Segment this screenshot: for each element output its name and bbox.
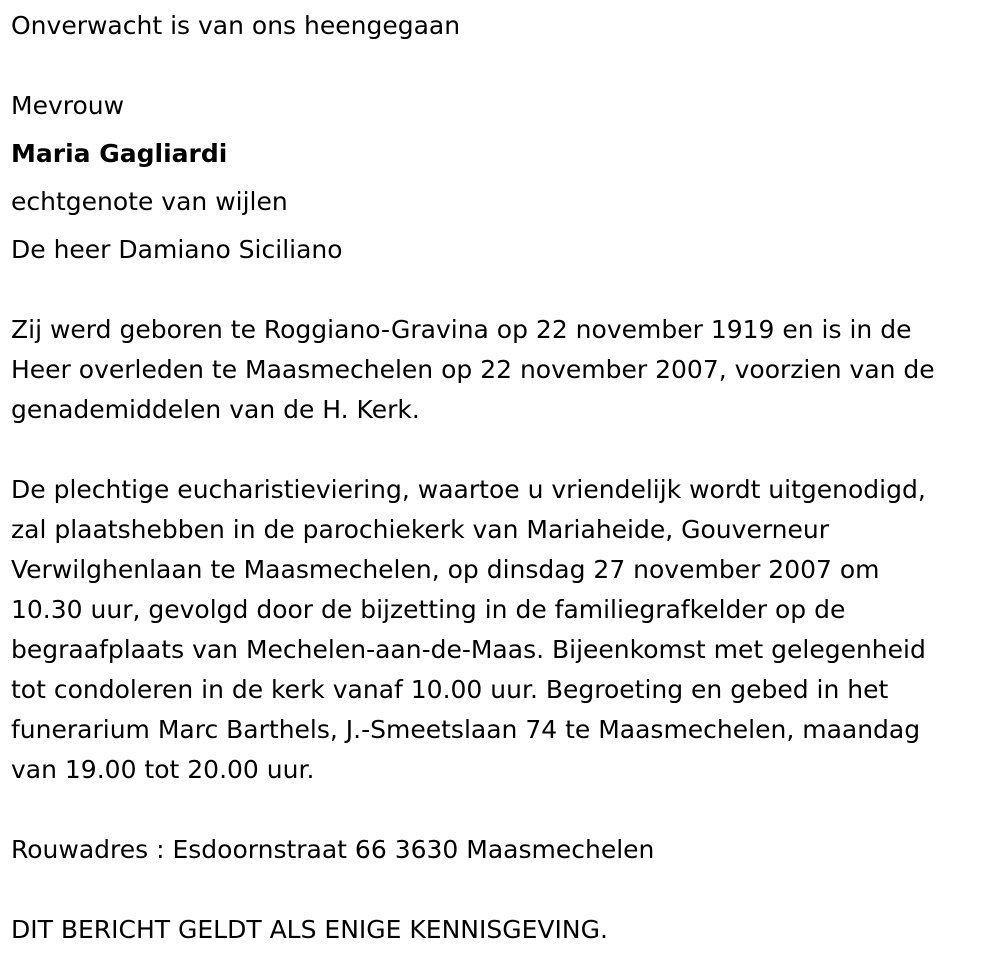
deceased-name: Maria Gagliardi [11,139,228,168]
intro-text: Onverwacht is van ons heengegaan [11,11,461,40]
closing-statement: DIT BERICHT GELDT ALS ENIGE KENNISGEVING. [11,915,608,944]
mourning-address: Rouwadres : Esdoornstraat 66 3630 Maasmechelen [11,835,655,864]
birth-death-paragraph: Zij werd geboren te Roggiano-Gravina op 22 november 1919 en is in de Heer overleden te Maasmechelen op 22 november 2007, voorzien van de genademiddelen van de H. Kerk. [11,315,935,424]
salutation: Mevrouw [11,91,125,120]
spouse-name: De heer Damiano Siciliano [11,235,343,264]
ceremony-paragraph: De plechtige eucharistieviering, waartoe u vriendelijk wordt uitgenodigd, zal plaatshebben in de parochiekerk van Mariaheide, Gouverneur Verwilghenlaan te Maasmechelen, op dinsdag 27 november 2007 om 10.30 uur, gevolgd door de bijzetting in de familiegrafkelder op de begraafplaats van Mechelen-aan-de-Maas. Bijeenkomst met gelegenheid tot condoleren in de kerk vanaf 10.00 uur. Begroeting en gebed in het funerarium Marc Barthels, J.-Smeetslaan 74 te Maasmechelen, maandag van 19.00 tot 20.00 uur. [11,475,926,784]
relation-text: echtgenote van wijlen [11,187,288,216]
